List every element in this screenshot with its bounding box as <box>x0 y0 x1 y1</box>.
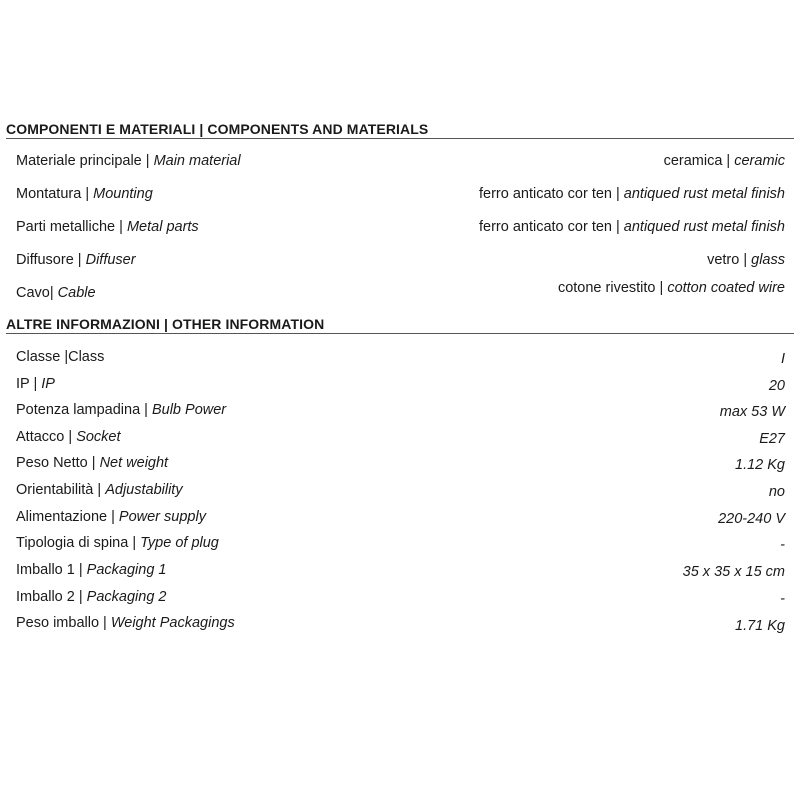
spec-value: no <box>768 484 785 500</box>
spec-label: Parti metalliche | Metal parts <box>16 219 199 235</box>
spec-label: Classe |Class <box>16 349 105 365</box>
section-header-other-info <box>6 315 794 334</box>
spec-label: Diffusore | Diffuser <box>16 252 136 268</box>
spec-label: Alimentazione | Power supply <box>16 509 206 525</box>
spec-row-power-supply <box>16 507 785 527</box>
spec-row-packaging-2 <box>16 587 785 607</box>
spec-label: Imballo 1 | Packaging 1 <box>16 562 167 578</box>
spec-row-net-weight <box>16 453 785 473</box>
spec-row-packaging-1 <box>16 560 785 580</box>
spec-value: 20 <box>768 378 785 394</box>
spec-value: E27 <box>759 431 785 447</box>
spec-row-weight-packagings <box>16 613 785 633</box>
spec-row-metal-parts <box>16 217 785 237</box>
section-title: ALTRE INFORMAZIONI | OTHER INFORMATION <box>6 316 325 332</box>
spec-value: ferro anticato cor ten | antiqued rust metal finish <box>478 219 785 235</box>
spec-label: Peso Netto | Net weight <box>16 455 169 471</box>
spec-label: Tipologia di spina | Type of plug <box>16 535 219 551</box>
spec-value: - <box>780 537 785 553</box>
spec-label: Potenza lampadina | Bulb Power <box>16 402 227 418</box>
spec-value: 1.71 Kg <box>735 618 785 634</box>
spec-value: 220-240 V <box>718 511 785 527</box>
spec-row-adjustability <box>16 480 785 500</box>
spec-label: IP | IP <box>16 376 55 392</box>
spec-label: Peso imballo | Weight Packagings <box>16 615 235 631</box>
spec-value: ceramica | ceramic <box>663 153 785 169</box>
spec-row-diffuser <box>16 250 785 270</box>
spec-label: Materiale principale | Main material <box>16 153 241 169</box>
spec-label: Cavo| Cable <box>16 285 96 301</box>
spec-row-type-of-plug <box>16 533 785 553</box>
spec-label: Attacco | Socket <box>16 429 121 445</box>
spec-label: Imballo 2 | Packaging 2 <box>16 589 167 605</box>
spec-value: max 53 W <box>719 404 785 420</box>
spec-value: cotone rivestito | cotton coated wire <box>557 280 785 296</box>
spec-value: vetro | glass <box>707 252 785 268</box>
spec-row-socket <box>16 427 785 447</box>
spec-row-cable <box>16 282 785 302</box>
spec-row-bulb-power <box>16 400 785 420</box>
spec-value: I <box>780 351 785 367</box>
spec-row-ip <box>16 374 785 394</box>
section-title: COMPONENTI E MATERIALI | COMPONENTS AND MATERIALS <box>6 121 429 137</box>
spec-value: ferro anticato cor ten | antiqued rust metal finish <box>478 186 785 202</box>
spec-value: 35 x 35 x 15 cm <box>682 564 785 580</box>
spec-row-mounting <box>16 184 785 204</box>
spec-value: 1.12 Kg <box>735 457 785 473</box>
spec-row-main-material <box>16 151 785 171</box>
spec-value: - <box>780 591 785 607</box>
section-header-components <box>6 120 794 139</box>
spec-row-class <box>16 347 785 367</box>
spec-label: Orientabilità | Adjustability <box>16 482 183 498</box>
spec-label: Montatura | Mounting <box>16 186 153 202</box>
